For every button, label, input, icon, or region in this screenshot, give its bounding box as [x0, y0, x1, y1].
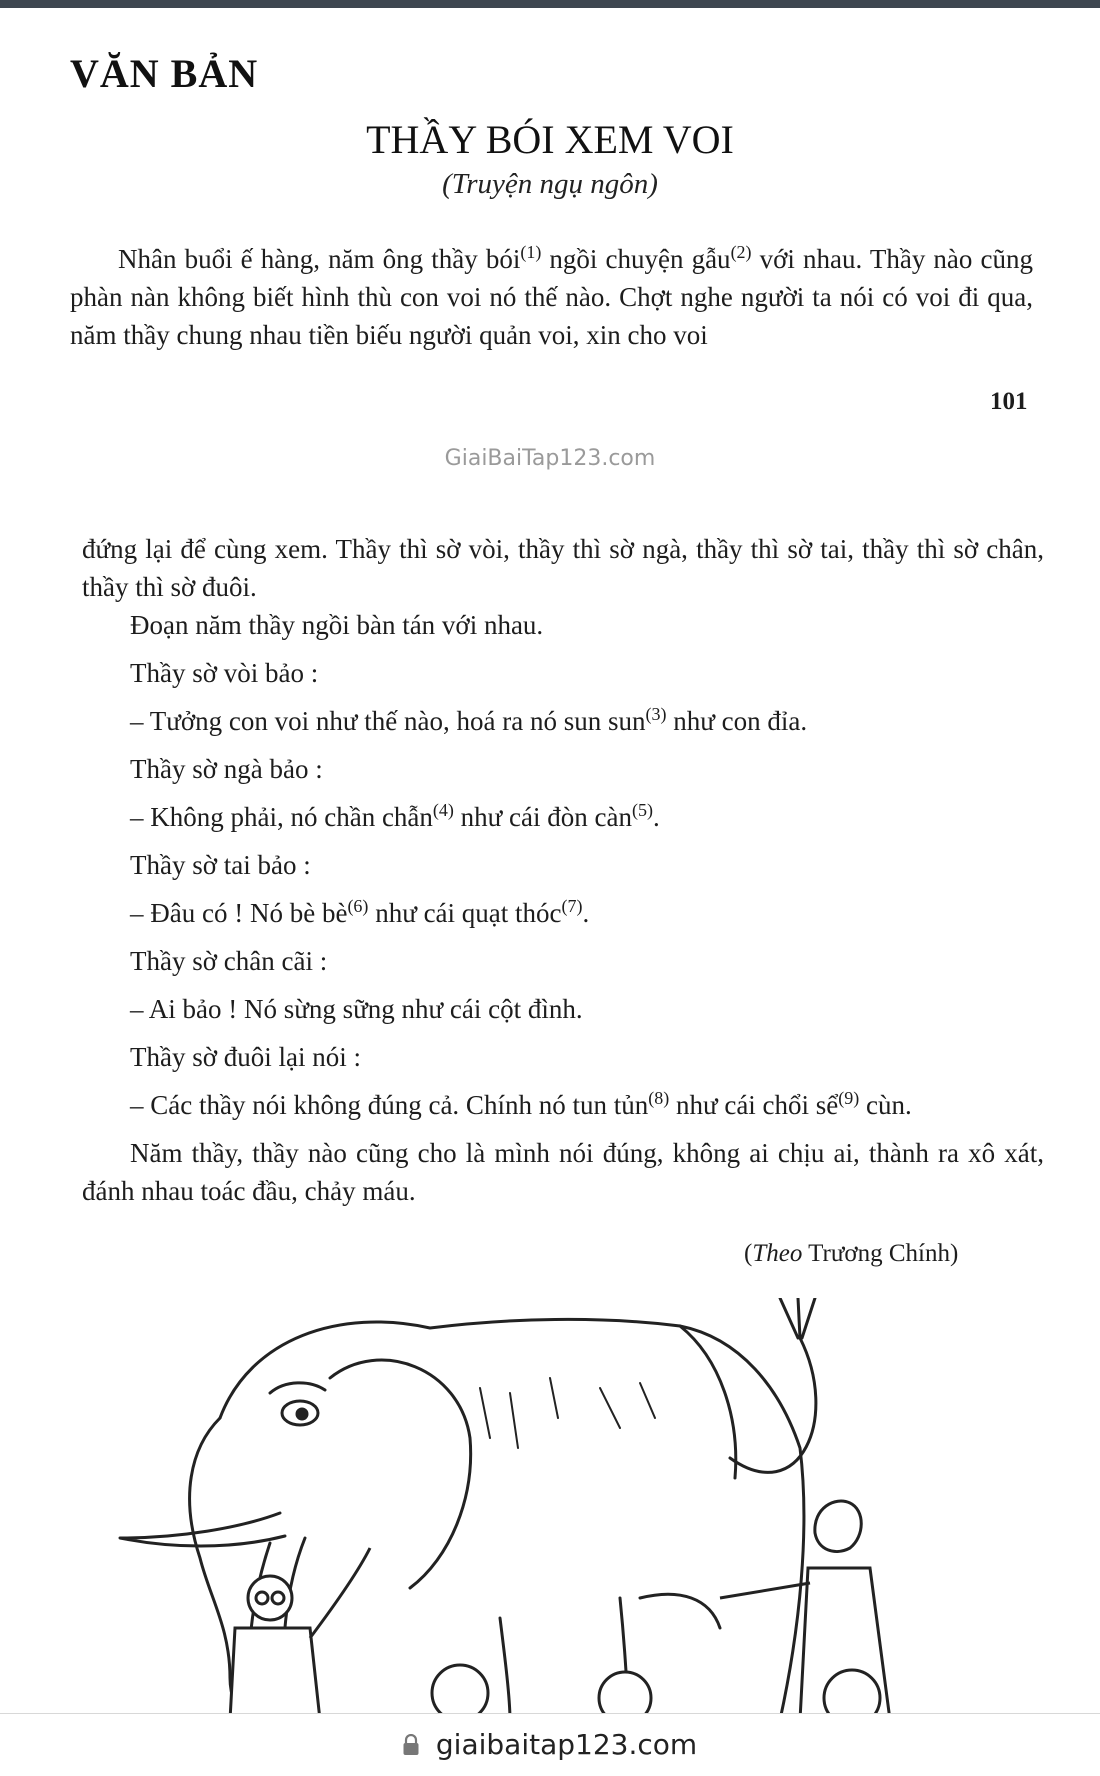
ear-label: Thầy sờ tai bảo : — [130, 850, 311, 880]
page-number: 101 — [990, 388, 1028, 415]
url-text[interactable]: giaibaitap123.com — [435, 1728, 698, 1761]
continuation-paragraph: đứng lại để cùng xem. Thầy thì sờ vòi, thầy thì sờ ngà, thầy thì sờ tai, thầy thì sờ chân, thầy thì sờ đuôi. — [82, 534, 1044, 602]
author-credit: (Theo Trương Chính) — [744, 1240, 959, 1267]
closing-paragraph: Năm thầy, thầy nào cũng cho là mình nói đúng, không ai chịu ai, thành ra xô xát, đánh nhau toác đầu, chảy máu. — [82, 1138, 1044, 1206]
footnote-ref: (2) — [730, 242, 752, 262]
story-body — [82, 530, 1044, 1210]
lock-icon — [403, 1734, 419, 1756]
trunk-label: Thầy sờ vòi bảo : — [130, 658, 319, 688]
leg-label: Thầy sờ chân cãi : — [130, 946, 328, 976]
footnote-ref: (3) — [645, 704, 667, 724]
footnote-ref: (8) — [648, 1088, 670, 1108]
tail-label: Thầy sờ đuôi lại nói : — [130, 1042, 362, 1072]
footnote-ref: (4) — [432, 800, 454, 820]
footnote-ref: (6) — [347, 896, 369, 916]
section-title: VĂN BẢN — [70, 51, 259, 96]
trunk-line: – Tưởng con voi như thế nào, hoá ra nó sun sun$^{(3)}$ như con đỉa. — [130, 704, 808, 736]
ear-line: – Đâu có ! Nó bè $bè^{(6)}$ như cái quạt thóc$^{(7)}$. — [130, 896, 590, 928]
leg-line: – Ai bảo ! Nó sừng sững như cái cột đình. — [130, 994, 583, 1024]
story-title: THẦY BÓI XEM VOI — [366, 117, 734, 162]
browser-top-bar — [0, 0, 1100, 8]
footnote-ref: (5) — [632, 800, 653, 820]
elephant-illustration — [80, 1298, 1040, 1720]
browser-bottom-bar — [0, 1713, 1100, 1776]
tail-line: – Các thầy nói không đúng cả. Chính nó tun tủn$^{(8)}$ như cái chổi sể$^{(9)}$ cùn. — [130, 1088, 912, 1120]
opening-paragraph: Nhân buổi ế hàng, năm ông thầy bói$^{(1)}$ ngồi chuyện gẫu$^{(2)}$ với nhau. Thầy nào cũng phàn nàn không biết hình thù con voi nó thế nào. Chợt nghe người ta nói có voi đi qua, năm thầy chung nhau tiền biếu người quản voi, xin cho voi — [70, 242, 1033, 350]
tusk-line: – Không phải, nó chần chẫn$^{(4)}$ như cái đòn càn$^{(5)}$. — [130, 800, 660, 832]
story-genre: (Truyện ngụ ngôn) — [442, 168, 658, 200]
address-bar[interactable] — [0, 1728, 1100, 1761]
dialogue-intro: Đoạn năm thầy ngồi bàn tán với nhau. — [130, 610, 544, 640]
footnote-ref: (9) — [838, 1088, 860, 1108]
watermark: GiaiBaiTap123.com — [444, 446, 656, 471]
footnote-ref: (7) — [561, 896, 583, 916]
tusk-label: Thầy sờ ngà bảo : — [130, 754, 323, 784]
footnote-ref: (1) — [520, 242, 542, 262]
